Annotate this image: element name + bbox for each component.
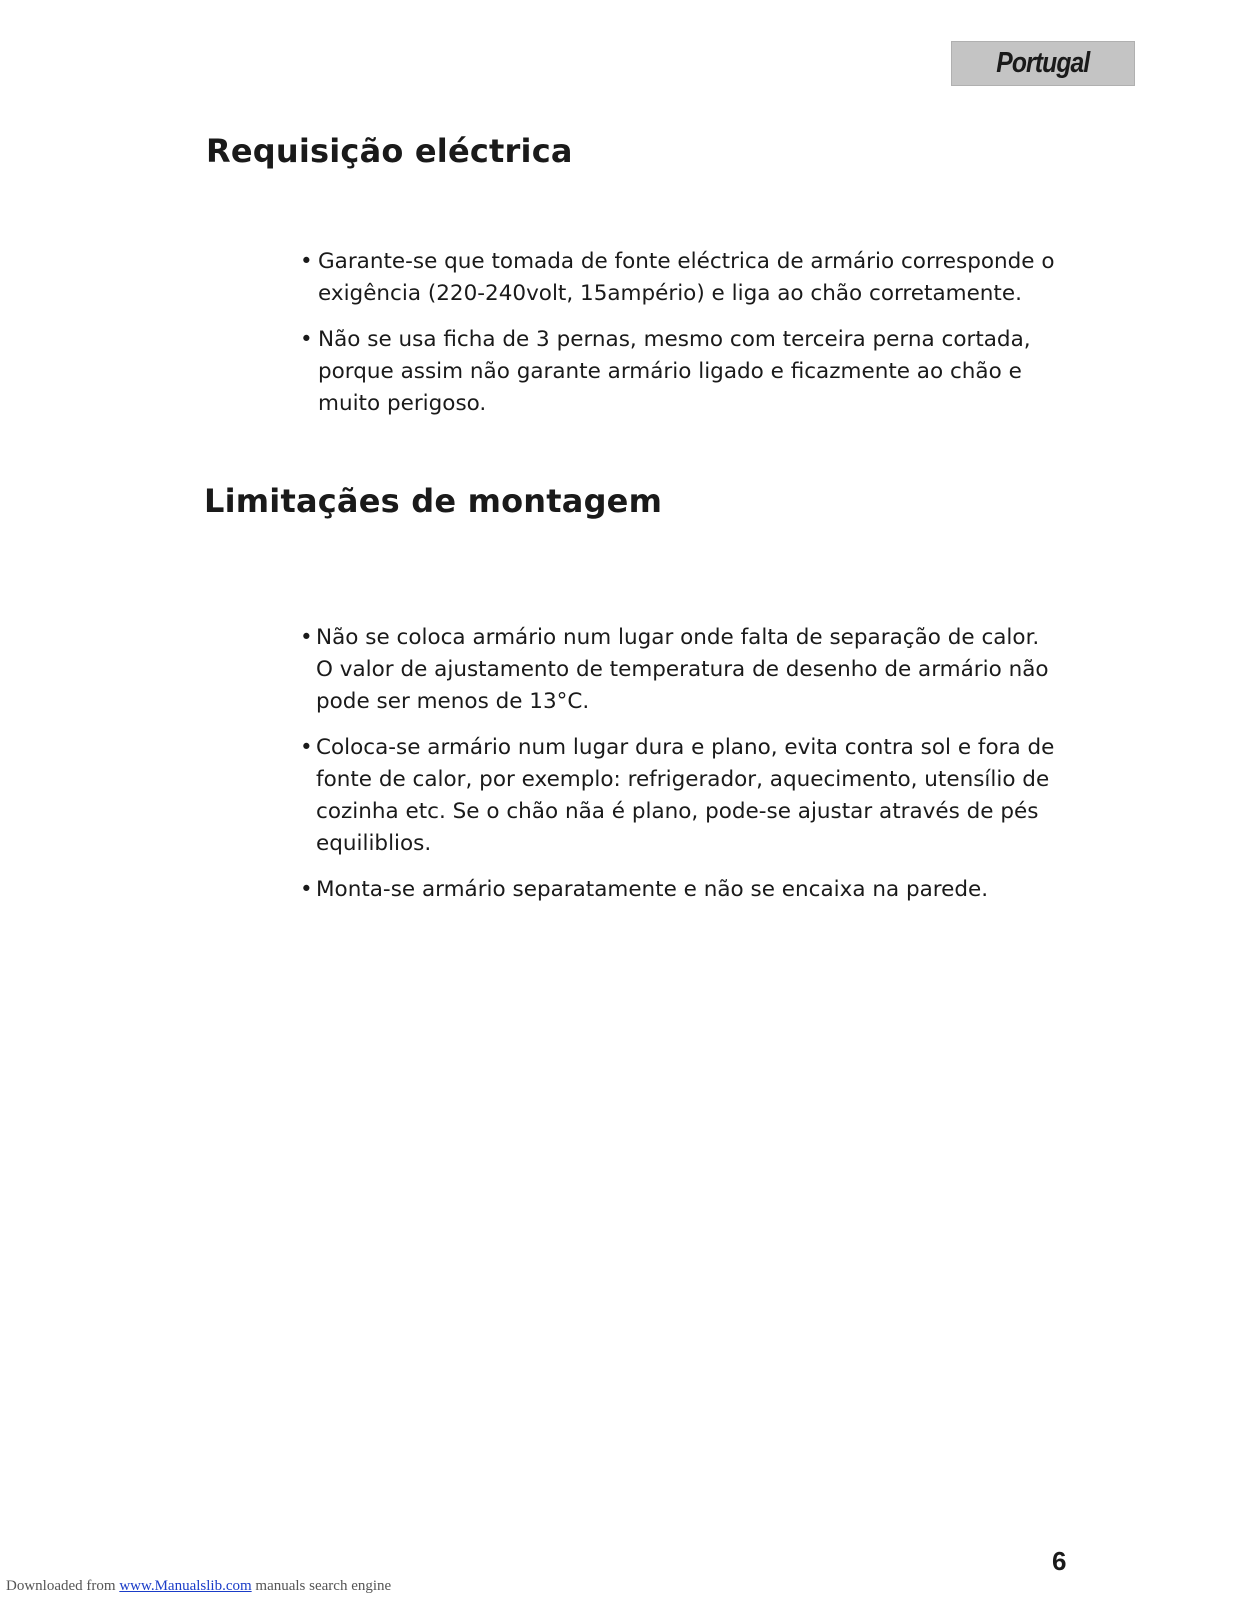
- list-item: • Não se usa ficha de 3 pernas, mesmo com terceira perna cortada, porque assim não garante armário ligado e ficazmente ao chão e muito perigoso.: [300, 324, 1060, 420]
- section-title-electrical-requirements: Requisição eléctrica: [206, 132, 573, 170]
- manualslib-link[interactable]: www.Manualslib.com: [119, 1578, 252, 1594]
- language-tab: [951, 41, 1135, 86]
- section-title-installation-limitations: Limitaçães de montagem: [204, 482, 663, 520]
- footer-suffix: manuals search engine: [251, 1578, 392, 1594]
- list-item: • Monta-se armário separatamente e não se encaixa na parede.: [300, 874, 1060, 906]
- footer-prefix: Downloaded from: [6, 1578, 120, 1594]
- installation-limitations-list: [300, 622, 1060, 920]
- list-item: • Garante-se que tomada de fonte eléctrica de armário corresponde o exigência (220-240volt, 15ampério) e liga ao chão corretamente.: [300, 246, 1060, 310]
- page-number: 6: [1052, 1546, 1067, 1576]
- download-footer: [6, 1578, 391, 1595]
- electrical-requirements-list: [300, 246, 1060, 434]
- list-item: • Coloca-se armário num lugar dura e plano, evita contra sol e fora de fonte de calor, por exemplo: refrigerador, aquecimento, utensílio de cozinha etc. Se o chão nãa é plano, pode-se ajustar através de pés equiliblios.: [300, 732, 1060, 860]
- language-tab-label: Portugal: [996, 47, 1090, 79]
- list-item: • Não se coloca armário num lugar onde falta de separação de calor. O valor de ajustamento de temperatura de desenho de armário não pode ser menos de 13°C.: [300, 622, 1060, 718]
